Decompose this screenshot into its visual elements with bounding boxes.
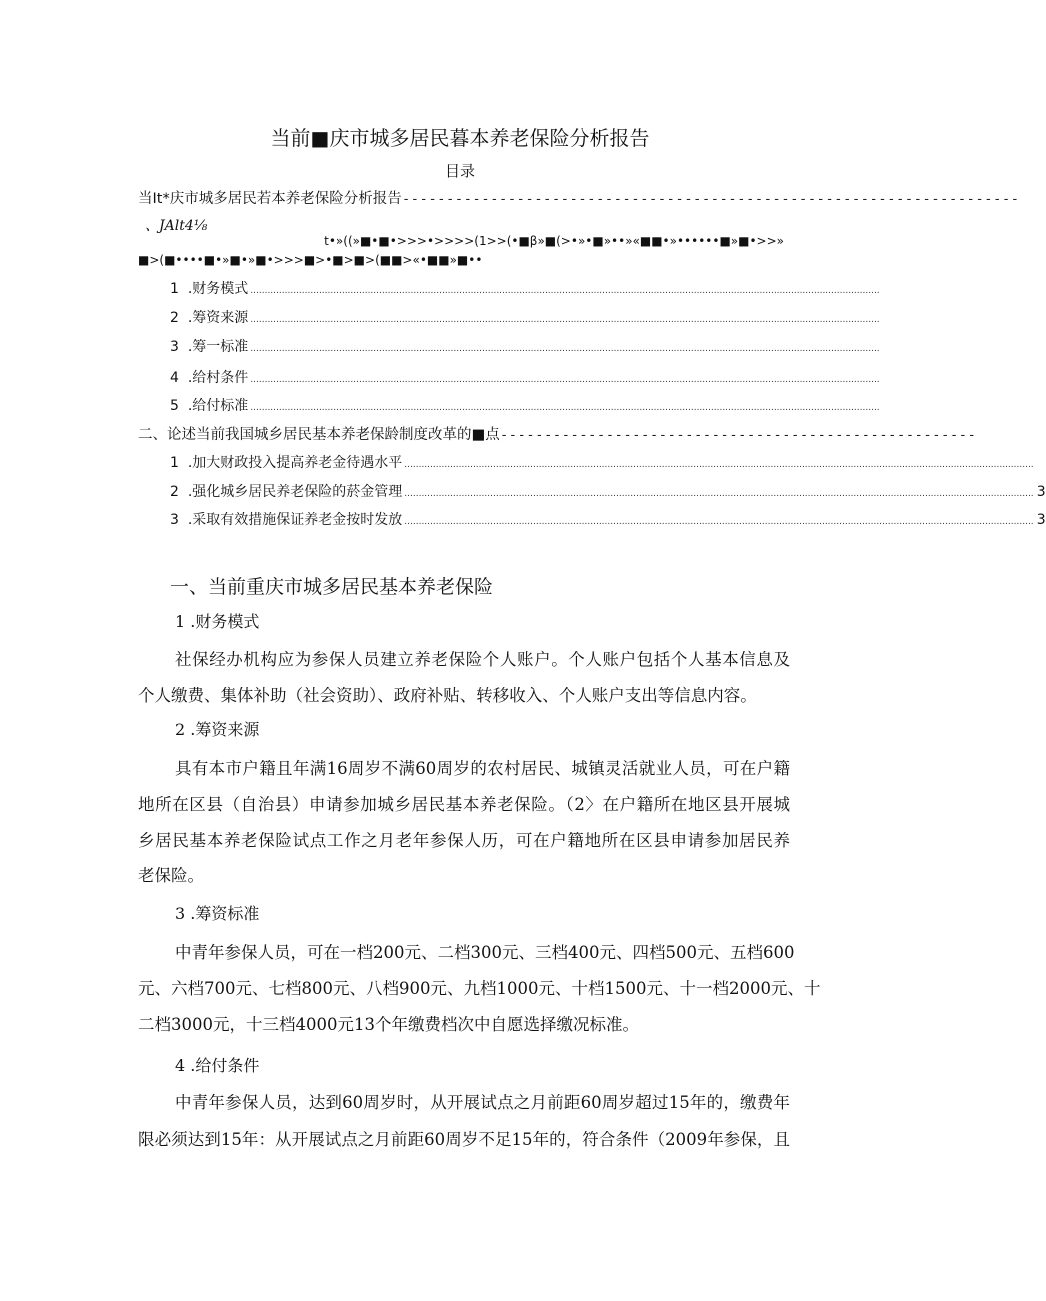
toc-item[interactable] [170,452,1034,472]
toc-garbled-line: ■>(■••••■•»■•»■•>>>■>•■>■>(■■>«•■■»■•• [138,253,483,267]
toc-entry-section2[interactable] [138,423,975,444]
toc-item-num: 5 [170,398,179,414]
subsection-heading: 4 .给付条件 [175,1056,260,1075]
paragraph-line: 个人缴费、集体补助（社会资助）、政府补贴、转移收入、个人账户支出等信息内容。 [138,686,757,705]
toc-item[interactable] [170,336,880,356]
toc-garbled-line: t•»((»■•■•>>>•>>>>(1>>(•■β»■(>•»•■»••»«■■•»••••••■»■•>>» [324,234,784,248]
paragraph-line: 社保经办机构应为参保人员建立养老保险个人账户。个人账户包括个人基本信息及 [175,650,790,669]
subsection-heading: 2 .筹资来源 [175,720,260,739]
toc-item-num: 3 [170,339,179,355]
toc-leader: ............................................................................................................................................................................................................................ [250,344,880,354]
paragraph-line: 二档3000元，十三档4000元13个年缴费档次中自愿选择缴况标准。 [138,1015,639,1034]
toc-leader: - - - - - - - - - - - - - - - - - - - - - - - - - - - - - - - - - - - - - - - - - - - - - - - - - - - - - - [501,428,975,443]
paragraph-line: 地所在区县（自治县）申请参加城乡居民基本养老保险。（2〉在户籍所在地区县开展城 [138,795,790,814]
toc-item[interactable] [170,278,880,298]
toc-item-label: .给付标准 [187,398,249,414]
toc-entry-label: 二、论述当前我国城乡居民基本养老保龄制度改革的■点 [138,427,500,443]
toc-item-num: 1 [170,455,179,471]
toc-item-num: 1 [170,281,179,297]
paragraph-line: 乡居民基本养老保险试点工作之月老年参保人历，可在户籍地所在区县申请参加居民养 [138,831,790,850]
paragraph-line: 具有本市户籍且年满16周岁不满60周岁的农村居民、城镇灵活就业人员，可在户籍 [175,759,790,778]
toc-leader: ............................................................................................................................................................................................................................ [404,460,1034,470]
toc-leader: ............................................................................................................................................................................................................................ [404,517,1034,527]
toc-page-number: 3 [1036,484,1046,500]
paragraph-line: 中青年参保人员，可在一档200元、二档300元、三档400元、四档500元、五档600 [175,943,795,962]
toc-item[interactable] [170,481,1046,501]
paragraph-line: 中青年参保人员，达到60周岁时，从开展试点之月前距60周岁超过15年的，缴费年 [175,1093,790,1112]
toc-leader: ............................................................................................................................................................................................................................ [250,403,880,413]
toc-item[interactable] [170,395,880,415]
toc-heading: 目录 [444,162,475,180]
toc-item-label: .筹一标准 [187,339,249,355]
toc-leader: ............................................................................................................................................................................................................................ [250,375,880,385]
toc-item-num: 4 [170,370,179,386]
toc-item-label: .采取有效措施保证养老金按时发放 [187,512,403,528]
toc-item[interactable] [170,307,880,327]
toc-item-num: 2 [170,484,179,500]
toc-item-label: .强化城乡居民养老保险的菸金管理 [187,484,403,500]
paragraph-line: 老保险。 [138,866,204,885]
toc-item[interactable] [170,367,880,387]
toc-item-num: 2 [170,310,179,326]
subsection-heading: 3 .筹资标准 [175,904,260,923]
toc-entry-label: 当It*庆市城多居民若本养老保险分析报告 [138,191,402,207]
toc-leader: ............................................................................................................................................................................................................................ [404,489,1034,499]
toc-item-label: .筹资来源 [187,310,249,326]
paragraph-line: 元、六档700元、七档800元、八档900元、九档1000元、十档1500元、十一档2000元、十 [138,979,821,998]
toc-item-label: .加大财政投入提高养老金待遇水平 [187,455,403,471]
toc-item-num: 3 [170,512,179,528]
toc-item[interactable] [170,509,1046,529]
paragraph-line: 限必须达到15年：从开展试点之月前距60周岁不足15年的，符合条件（2009年参保，且 [138,1130,790,1149]
section-heading: 一、当前重庆市城多居民基本养老保险 [170,576,494,598]
document-title: 当前■庆市城多居民暮本养老保险分析报告 [270,126,650,150]
toc-leader: - - - - - - - - - - - - - - - - - - - - - - - - - - - - - - - - - - - - - - - - - - - - - - - - - - - - - - - - - - - - - - - - - - - - - - [403,192,1018,207]
toc-leader: ............................................................................................................................................................................................................................ [250,286,880,296]
toc-entry-sub: 、JAlt4⅛ [145,218,208,234]
subsection-heading: 1 .财务模式 [175,612,260,631]
toc-entry-main[interactable] [138,187,1018,208]
toc-leader: ............................................................................................................................................................................................................................ [250,315,880,325]
toc-item-label: .财务模式 [187,281,249,297]
toc-item-label: .给村条件 [187,370,249,386]
toc-page-number: 3 [1036,512,1046,528]
